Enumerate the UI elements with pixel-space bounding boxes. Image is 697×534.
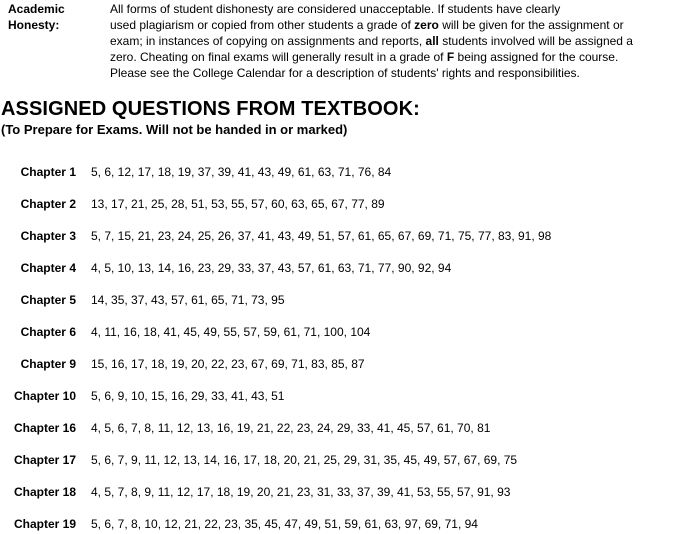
chapter-questions: 5, 6, 7, 8, 10, 12, 21, 22, 23, 35, 45, 47, 49, 51, 59, 61, 63, 97, 69, 71, 94 — [91, 517, 478, 531]
chapter-row — [0, 450, 697, 470]
chapter-name: Chapter 5 — [20, 293, 76, 307]
emphasis-text: all — [425, 34, 439, 48]
chapter-row — [0, 162, 697, 182]
chapter-name: Chapter 1 — [20, 165, 76, 179]
body-text: exam; in instances of copying on assignments and reports, — [110, 34, 426, 48]
chapter-row — [0, 226, 697, 246]
academic-honesty-text — [110, 1, 695, 81]
chapter-row — [0, 418, 697, 438]
chapter-row — [0, 354, 697, 374]
body-text: students involved will be assigned a — [438, 34, 633, 48]
academic-honesty-label — [8, 1, 108, 33]
chapter-name: Chapter 6 — [20, 325, 76, 339]
chapter-questions: 4, 5, 7, 8, 9, 11, 12, 17, 18, 19, 20, 21, 23, 31, 33, 37, 39, 41, 53, 55, 57, 91, 93 — [91, 485, 511, 499]
chapter-row — [0, 290, 697, 310]
chapter-row — [0, 258, 697, 278]
chapter-row — [0, 386, 697, 406]
body-text: will be given for the assignment or — [438, 18, 624, 32]
section-title: ASSIGNED QUESTIONS FROM TEXTBOOK: — [1, 98, 420, 120]
academic-honesty-line — [110, 65, 695, 81]
chapter-questions: 5, 6, 7, 9, 11, 12, 13, 14, 16, 17, 18, 20, 21, 25, 29, 31, 35, 45, 49, 57, 67, 69, 75 — [91, 453, 518, 467]
chapter-questions: 5, 7, 15, 21, 23, 24, 25, 26, 37, 41, 43, 49, 51, 57, 61, 65, 67, 69, 71, 75, 77, 83, 91, 98 — [91, 229, 552, 243]
academic-honesty-line — [110, 33, 695, 49]
chapter-questions: 13, 17, 21, 25, 28, 51, 53, 55, 57, 60, 63, 65, 67, 77, 89 — [91, 197, 385, 211]
chapter-name: Chapter 18 — [13, 485, 76, 499]
chapter-name: Chapter 4 — [20, 261, 76, 275]
chapter-questions: 4, 5, 10, 13, 14, 16, 23, 29, 33, 37, 43, 57, 61, 63, 71, 77, 90, 92, 94 — [91, 261, 452, 275]
chapter-questions: 5, 6, 9, 10, 15, 16, 29, 33, 41, 43, 51 — [91, 389, 285, 403]
chapter-questions: 15, 16, 17, 18, 19, 20, 22, 23, 67, 69, 71, 83, 85, 87 — [91, 357, 365, 371]
body-text: being assigned for the course. — [454, 50, 619, 64]
body-text: All forms of student dishonesty are considered unacceptable. If students have clearly — [110, 2, 561, 16]
chapter-questions: 4, 5, 6, 7, 8, 11, 12, 13, 16, 19, 21, 22, 23, 24, 29, 33, 41, 45, 57, 61, 70, 81 — [91, 421, 491, 435]
academic-honesty-label-line1: Academic — [8, 2, 65, 16]
body-text: Please see the College Calendar for a description of students' rights and responsibilities. — [110, 66, 580, 80]
body-text: zero. Cheating on final exams will generally result in a grade of — [110, 50, 447, 64]
chapter-name: Chapter 19 — [13, 517, 76, 531]
chapter-name: Chapter 3 — [20, 229, 76, 243]
chapter-questions: 14, 35, 37, 43, 57, 61, 65, 71, 73, 95 — [91, 293, 285, 307]
chapter-row — [0, 482, 697, 502]
chapter-name: Chapter 10 — [13, 389, 76, 403]
chapter-questions: 5, 6, 12, 17, 18, 19, 37, 39, 41, 43, 49, 61, 63, 71, 76, 84 — [91, 165, 392, 179]
emphasis-text: zero — [414, 18, 439, 32]
chapter-row — [0, 514, 697, 534]
academic-honesty-label-line2: Honesty: — [8, 18, 60, 32]
academic-honesty-line — [110, 1, 695, 17]
chapter-questions: 4, 11, 16, 18, 41, 45, 49, 55, 57, 59, 61, 71, 100, 104 — [91, 325, 371, 339]
chapter-row — [0, 322, 697, 342]
chapter-name: Chapter 16 — [13, 421, 76, 435]
academic-honesty-line — [110, 49, 695, 65]
chapter-name: Chapter 9 — [20, 357, 76, 371]
chapter-name: Chapter 2 — [20, 197, 76, 211]
academic-honesty-line — [110, 17, 695, 33]
section-subtitle: (To Prepare for Exams. Will not be handed in or marked) — [1, 122, 348, 137]
chapter-name: Chapter 17 — [13, 453, 76, 467]
body-text: used plagiarism or copied from other students a grade of — [110, 18, 415, 32]
chapter-row — [0, 194, 697, 214]
emphasis-text: F — [446, 50, 455, 64]
